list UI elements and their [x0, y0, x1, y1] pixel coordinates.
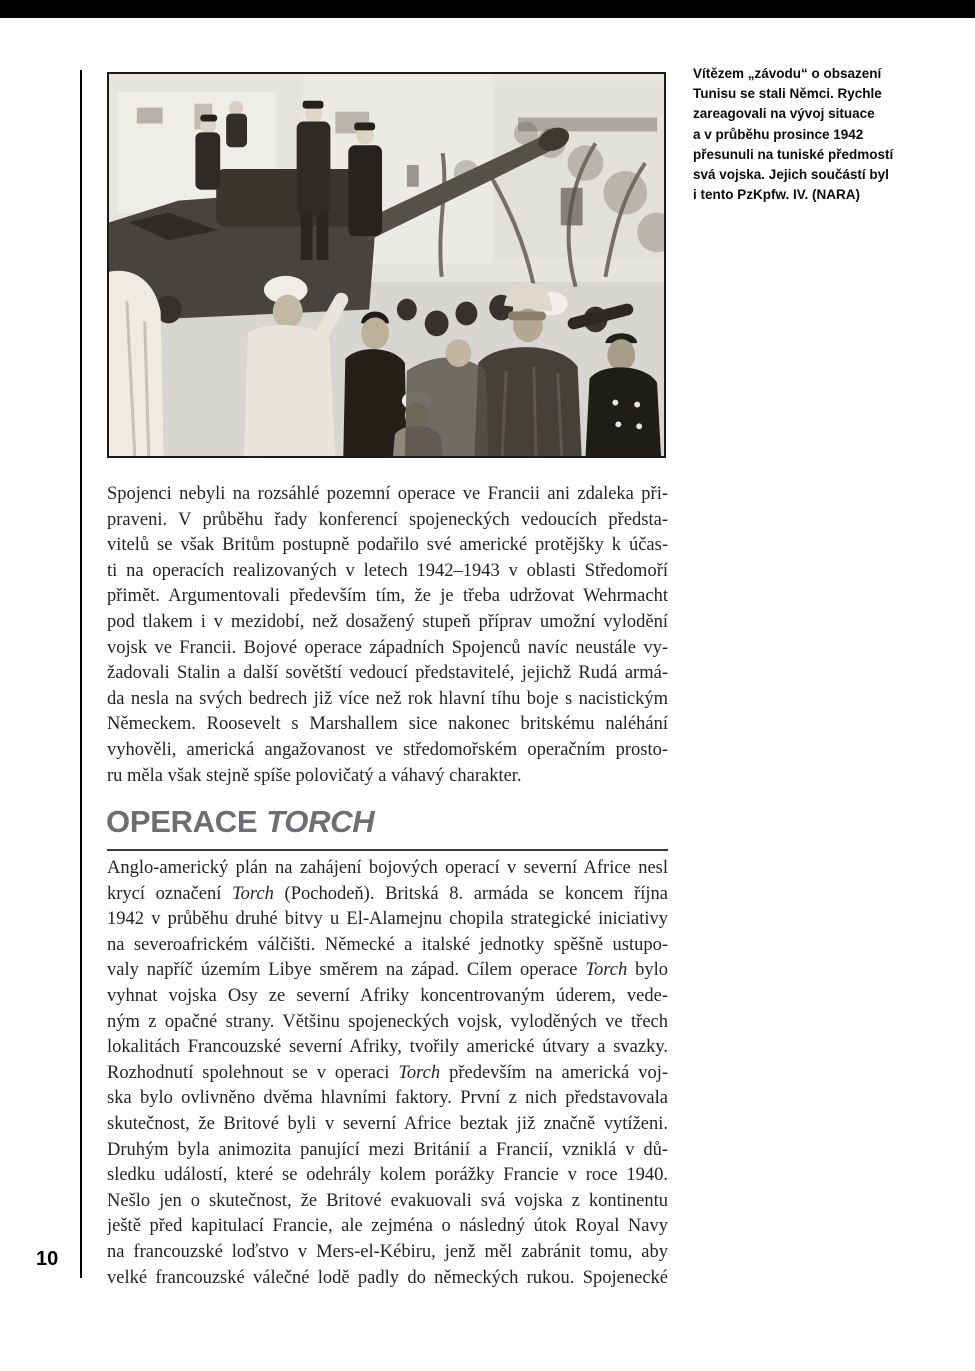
paragraph-operace-torch: Anglo-americký plán na zahájení bojových operací v severní Africe nesl krycí označení Torch (Pochodeň). Britská 8. armáda se koncem října 1942 v průběhu druhé bitvy u El-Alamejnu chopila strategické iniciativy na severoafrickém válčišti. Německé a italské jednotky spěšně ustupo- valy napříč územím Libye směrem na západ. Cílem operace Torch bylo vyhnat vojska Osy ze severní Afriky koncentrovaným úderem, vede- ným z opačné strany. Většinu spojeneckých vojsk, vyloděných ve třech lokalitách Francouzské severní Afriky, tvořily americké útvary a svazky. Rozhodnutí spolehnout se v operaci Torch především na americká voj- ska bylo ovlivněno dvěma hlavními faktory. První z nich představovala skutečnost, že Britové byli v severní Africe beztak již značně vytíženi. Druhým byla animozita panující mezi Británií a Francií, vzniklá v dů- sledku událostí, které se odehrály kolem porážky Francie v roce 1940. Nešlo jen o skutečnost, že Britové evakuovali svá vojska z kontinentu ještě před kapitulací Francie, ale zejména o následný útok Royal Navy na francouzské loďstvo v Mers-el-Kébiru, jenž měl zabránit tomu, aby velké francouzské válečné lodě padly do německých rukou. Spojenecké: [107, 858, 668, 1288]
page-number: 10: [36, 1248, 59, 1270]
photo-tank-crowd: [107, 72, 666, 458]
paragraph-intro: Spojenci nebyli na rozsáhlé pozemní operace ve Francii ani zdaleka při- praveni. V průběhu řady konferencí spojeneckých vedoucích předsta- vitelů se však Britům postupně podařilo své americké protějšky k účas- ti na operacích realizovaných v letech 1942–1943 v oblasti Středomoří přimět. Argumentovali především tím, že je třeba udržovat Wehrmacht pod tlakem i v mezidobí, než dosažený stupeň příprav umožní vylodění vojsk ve Francii. Bojové operace západních Spojenců navíc neustále vy- žadovali Stalin a další sovětští vedoucí představitelé, jejichž Rudá armá- da nesla na svých bedrech již více než rok hlavní tíhu boje s nacistickým Německem. Roosevelt s Marshallem sice nakonec britskému naléhání vyhověli, americká angažovanost ve středomořském operačním prosto- ru měla však stejně spíše polovičatý a váhavý charakter.: [107, 484, 668, 786]
top-edge-bar: [0, 0, 975, 18]
heading-italic: TORCH: [266, 804, 375, 839]
photo-illustration: [109, 74, 664, 456]
margin-rule: [80, 70, 82, 1278]
photo-caption: Vítězem „závodu“ o obsazení Tunisu se stali Němci. Rychle zareagovali na vývoj situace a v průběhu prosince 1942 přesunuli na tuniské předmostí svá vojska. Jejich součástí byl i tento PzKpfw. IV. (NARA): [693, 66, 894, 203]
section-heading: [106, 804, 374, 840]
heading-rule: [107, 849, 668, 851]
heading-regular: OPERACE: [106, 804, 258, 839]
